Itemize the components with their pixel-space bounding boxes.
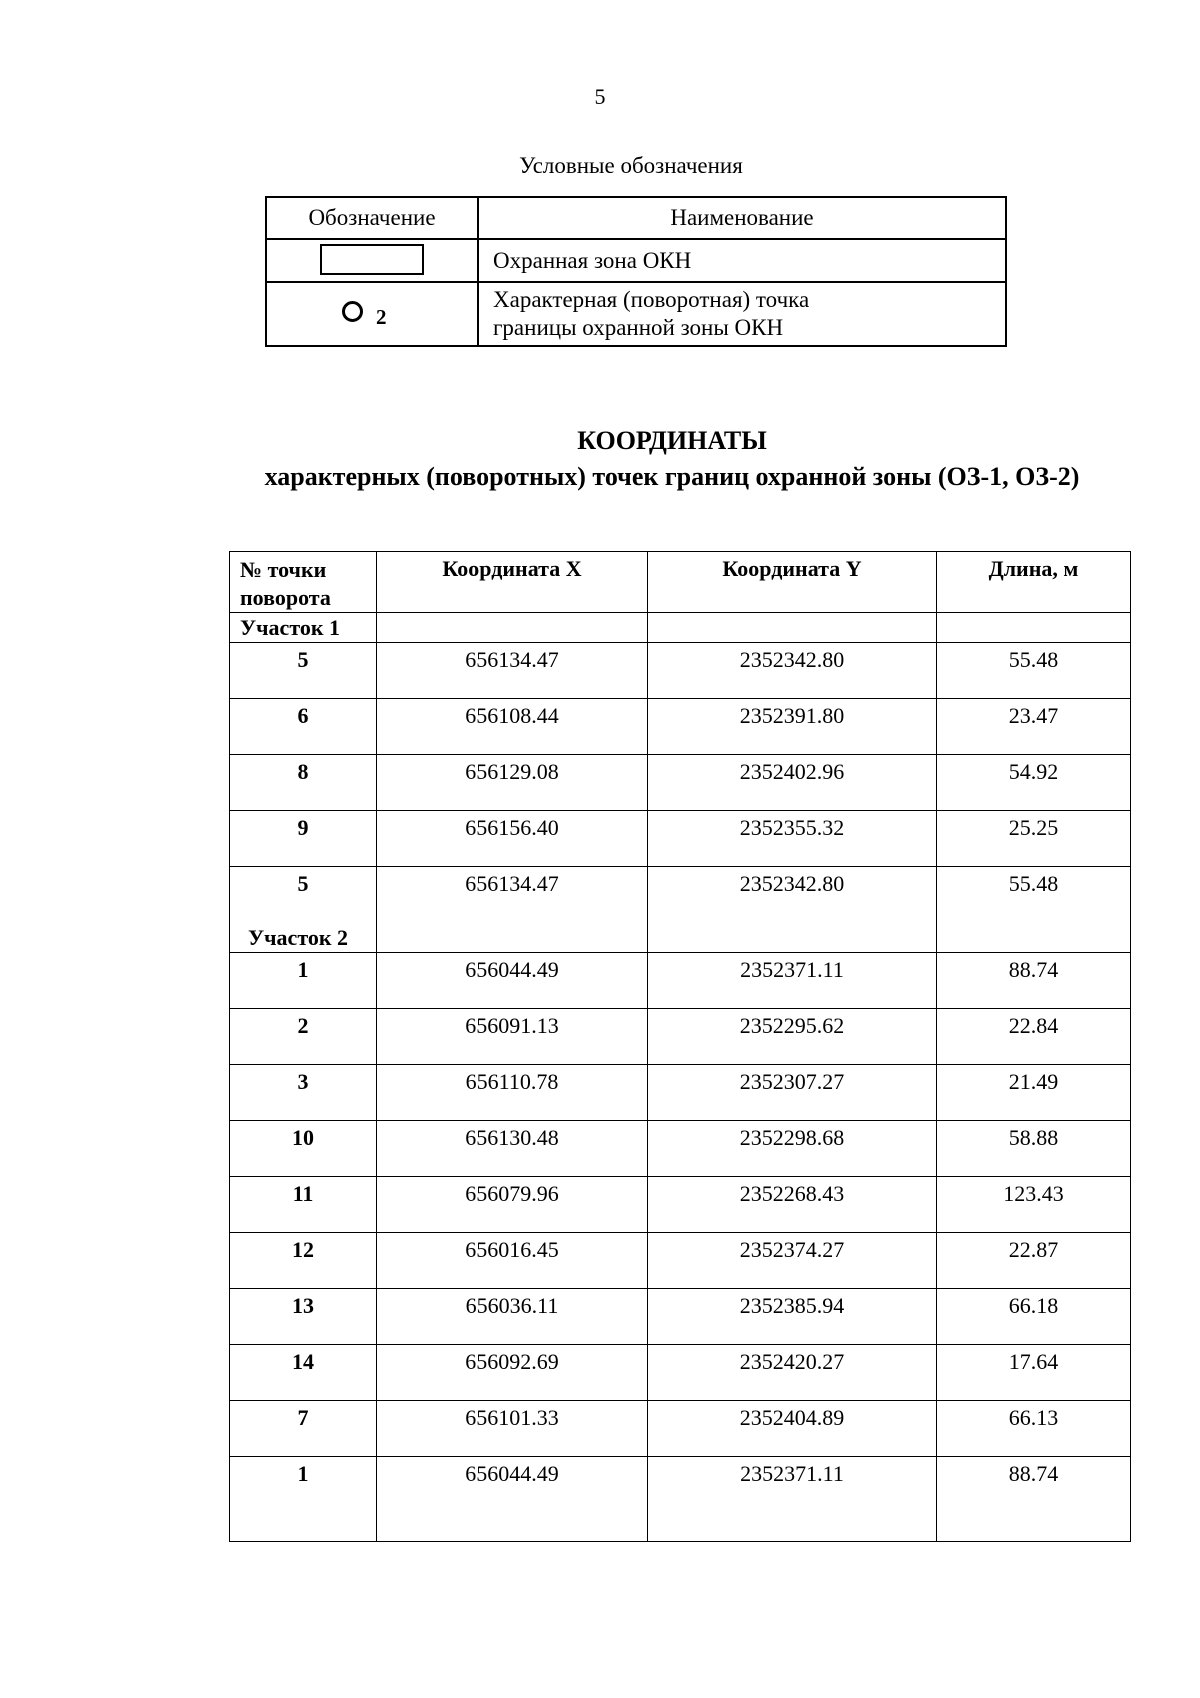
cell-length: 55.48 [937, 643, 1131, 699]
cell-length: 58.88 [937, 1120, 1131, 1176]
cell-point-number: 8 [230, 755, 377, 811]
cell-coordinate-y: 2352268.43 [648, 1176, 937, 1232]
table-row [230, 1400, 1131, 1456]
section-row [230, 923, 1131, 953]
cell-coordinate-y: 2352298.68 [648, 1120, 937, 1176]
cell-length: 25.25 [937, 811, 1131, 867]
table-row [230, 1176, 1131, 1232]
section-row [230, 613, 1131, 643]
cell-coordinate-y: 2352371.11 [648, 1456, 937, 1541]
cell-coordinate-x: 656108.44 [377, 699, 648, 755]
legend-header-symbol: Обозначение [266, 197, 478, 239]
header-point-line1: № точки [240, 557, 327, 582]
header-coordinate-x: Координата X [377, 552, 648, 613]
coordinates-header-row [230, 552, 1131, 613]
table-row [230, 811, 1131, 867]
turning-point-symbol [342, 296, 402, 329]
section-label: Участок 2 [230, 923, 377, 953]
cell-coordinate-x: 656044.49 [377, 952, 648, 1008]
legend-name-point-line1: Характерная (поворотная) точка [493, 287, 810, 312]
section-empty-cell [648, 613, 937, 643]
legend-header-name: Наименование [478, 197, 1006, 239]
cell-coordinate-x: 656101.33 [377, 1400, 648, 1456]
coordinates-body [230, 613, 1131, 1542]
legend-name-point [478, 282, 1006, 346]
header-coordinate-y: Координата Y [648, 552, 937, 613]
section-empty-cell [937, 923, 1131, 953]
cell-coordinate-y: 2352342.80 [648, 867, 937, 923]
cell-point-number: 5 [230, 643, 377, 699]
cell-length: 54.92 [937, 755, 1131, 811]
coordinates-subtitle: характерных (поворотных) точек границ охранной зоны (ОЗ-1, ОЗ-2) [264, 462, 1080, 491]
legend-row-point [266, 282, 1006, 346]
cell-length: 88.74 [937, 952, 1131, 1008]
cell-coordinate-x: 656016.45 [377, 1232, 648, 1288]
cell-coordinate-y: 2352420.27 [648, 1344, 937, 1400]
legend-title: Условные обозначения [519, 153, 743, 178]
cell-coordinate-y: 2352385.94 [648, 1288, 937, 1344]
cell-coordinate-x: 656156.40 [377, 811, 648, 867]
cell-coordinate-x: 656092.69 [377, 1344, 648, 1400]
cell-coordinate-x: 656134.47 [377, 643, 648, 699]
cell-point-number: 1 [230, 952, 377, 1008]
cell-coordinate-y: 2352402.96 [648, 755, 937, 811]
table-row [230, 1288, 1131, 1344]
table-row [230, 1008, 1131, 1064]
cell-length: 23.47 [937, 699, 1131, 755]
turning-point-circle-icon [342, 301, 363, 322]
legend-symbol-cell [266, 239, 478, 282]
cell-length: 22.87 [937, 1232, 1131, 1288]
cell-point-number: 10 [230, 1120, 377, 1176]
table-row [230, 755, 1131, 811]
table-row [230, 1064, 1131, 1120]
legend-name-zone: Охранная зона ОКН [478, 239, 1006, 282]
table-row [230, 1344, 1131, 1400]
table-row [230, 952, 1131, 1008]
page-number: 5 [594, 84, 606, 109]
cell-point-number: 6 [230, 699, 377, 755]
cell-point-number: 3 [230, 1064, 377, 1120]
table-row [230, 1456, 1131, 1541]
legend-row-zone [266, 239, 1006, 282]
cell-coordinate-y: 2352307.27 [648, 1064, 937, 1120]
cell-coordinate-x: 656134.47 [377, 867, 648, 923]
section-empty-cell [377, 923, 648, 953]
cell-coordinate-y: 2352374.27 [648, 1232, 937, 1288]
cell-coordinate-x: 656091.13 [377, 1008, 648, 1064]
cell-point-number: 2 [230, 1008, 377, 1064]
cell-coordinate-x: 656044.49 [377, 1456, 648, 1541]
cell-length: 123.43 [937, 1176, 1131, 1232]
cell-coordinate-y: 2352371.11 [648, 952, 937, 1008]
cell-point-number: 9 [230, 811, 377, 867]
cell-point-number: 5 [230, 867, 377, 923]
section-label: Участок 1 [230, 613, 377, 643]
coordinates-title: КООРДИНАТЫ [577, 426, 767, 455]
cell-point-number: 12 [230, 1232, 377, 1288]
table-row [230, 867, 1131, 923]
cell-coordinate-y: 2352404.89 [648, 1400, 937, 1456]
cell-point-number: 7 [230, 1400, 377, 1456]
section-empty-cell [377, 613, 648, 643]
header-point-line2: поворота [240, 585, 331, 610]
cell-coordinate-x: 656129.08 [377, 755, 648, 811]
cell-length: 88.74 [937, 1456, 1131, 1541]
legend-header-row [266, 197, 1006, 239]
cell-point-number: 13 [230, 1288, 377, 1344]
cell-length: 66.13 [937, 1400, 1131, 1456]
legend-name-point-line2: границы охранной зоны ОКН [493, 315, 784, 340]
cell-length: 55.48 [937, 867, 1131, 923]
section-empty-cell [648, 923, 937, 953]
cell-coordinate-y: 2352391.80 [648, 699, 937, 755]
cell-coordinate-y: 2352342.80 [648, 643, 937, 699]
table-row [230, 643, 1131, 699]
cell-coordinate-x: 656036.11 [377, 1288, 648, 1344]
cell-coordinate-x: 656110.78 [377, 1064, 648, 1120]
cell-point-number: 11 [230, 1176, 377, 1232]
table-row [230, 1232, 1131, 1288]
cell-length: 21.49 [937, 1064, 1131, 1120]
cell-coordinate-y: 2352295.62 [648, 1008, 937, 1064]
legend-symbol-cell [266, 282, 478, 346]
section-empty-cell [937, 613, 1131, 643]
header-length: Длина, м [937, 552, 1131, 613]
table-row [230, 1120, 1131, 1176]
legend-table [265, 196, 1007, 347]
coordinates-table [229, 551, 1131, 1542]
cell-coordinate-x: 656079.96 [377, 1176, 648, 1232]
protection-zone-rectangle-icon [320, 244, 424, 275]
cell-point-number: 14 [230, 1344, 377, 1400]
table-row [230, 699, 1131, 755]
cell-point-number: 1 [230, 1456, 377, 1541]
cell-length: 17.64 [937, 1344, 1131, 1400]
header-point-number [230, 552, 377, 613]
cell-length: 22.84 [937, 1008, 1131, 1064]
cell-length: 66.18 [937, 1288, 1131, 1344]
cell-coordinate-x: 656130.48 [377, 1120, 648, 1176]
cell-coordinate-y: 2352355.32 [648, 811, 937, 867]
turning-point-number: 2 [376, 305, 387, 329]
